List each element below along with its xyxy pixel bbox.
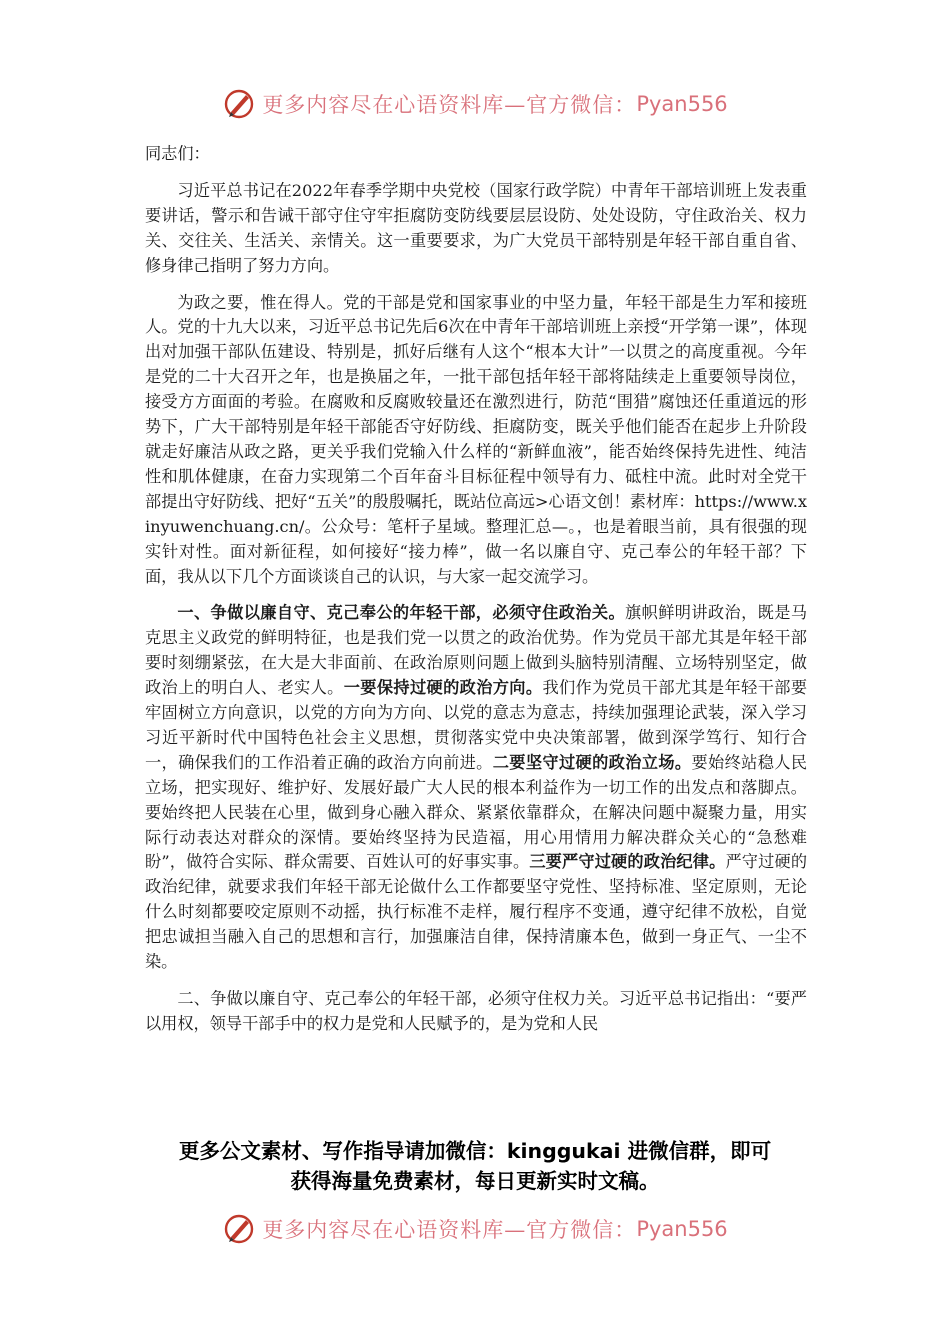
promo-line-2: 获得海量免费素材，每日更新实时文稿。: [290, 1169, 660, 1193]
point-stance: 二要坚守过硬的政治立场。: [492, 752, 692, 772]
paragraph-context: 为政之要，惟在得人。党的干部是党和国家事业的中坚力量，年轻干部是生力军和接班人。党的十九大以来，习近平总书记先后6次在中青年干部培训班上亲授“开学第一课”，体现出对加强干部队伍建设、特别是，抓好后继有人这个“根本大计”一以贯之的高度重视。今年是党的二十大召开之年，也是换届之年，一批干部包括年轻干部将陆续走上重要领导岗位，接受方方面面的考验。在腐败和反腐败较量还在激烈进行，防范“围猎”腐蚀还任重道远的形势下，广大干部特别是年轻干部能否守好防线、拒腐防变，既关乎他们能否在起步上升阶段就走好廉洁从政之路，更关乎我们党输入什么样的“新鲜血液”，能否始终保持先进性、纯洁性和肌体健康，在奋力实现第二个百年奋斗目标征程中领导有力、砥柱中流。此时对全党干部提出守好防线、把好“五关”的殷殷嘱托，既站位高远>心语文创！素材库：https://www.xinyuwenchuang.cn/。公众号：笔杆子星域。整理汇总—。，也是着眼当前，具有很强的现实针对性。面对新征程，如何接好“接力棒”，做一名以廉自守、克己奉公的年轻干部？下面，我从以下几个方面谈谈自己的认识，与大家一起交流学习。: [145, 292, 807, 586]
document-body: [145, 142, 807, 1049]
paragraph-power: 二、争做以廉自守、克己奉公的年轻干部，必须守住权力关。习近平总书记指出：“要严以用权，领导干部手中的权力是党和人民赋予的，是为党和人民: [145, 989, 807, 1033]
promo-banner: [95, 1136, 855, 1196]
footer-watermark: [0, 1209, 950, 1249]
section-heading-political: 一、争做以廉自守、克己奉公的年轻干部，必须守住政治关。: [177, 603, 626, 623]
pen-heart-logo-icon: [222, 1212, 256, 1246]
watermark-text: 更多内容尽在心语资料库—官方微信：: [262, 93, 637, 117]
header-watermark: [0, 84, 950, 124]
paragraph-intro: 习近平总书记在2022年春季学期中央党校（国家行政学院）中青年干部培训班上发表重要讲话，警示和告诫干部守住守牢拒腐防变防线要层层设防、处处设防，守住政治关、权力关、交往关、生活关、亲情关。这一重要要求，为广大党员干部特别是年轻干部自重自省、修身律己指明了努力方向。: [145, 180, 807, 275]
point-discipline: 三要严守过硬的政治纪律。: [529, 852, 726, 872]
point-direction: 一要保持过硬的政治方向。: [343, 678, 543, 698]
paragraph-political: 一、争做以廉自守、克己奉公的年轻干部，必须守住政治关。旗帜鲜明讲政治，既是马克思主义政党的鲜明特征，也是我们党一以贯之的政治优势。作为党员干部尤其是年轻干部要时刻绷紧弦，在大是大非面前、在政治原则问题上做到头脑特别清醒、立场特别坚定，做政治上的明白人、老实人。一要保持过硬的政治方向。我们作为党员干部尤其是年轻干部要牢固树立方向意识，以党的方向为方向、以党的意志为意志，持续加强理论武装，深入学习习近平新时代中国特色社会主义思想，贯彻落实党中央决策部署，做到深学笃行、知行合一，确保我们的工作沿着正确的政治方向前进。二要坚守过硬的政治立场。要始终站稳人民立场，把实现好、维护好、发展好最广大人民的根本利益作为一切工作的出发点和落脚点。要始终把人民装在心里，做到身心融入群众、紧紧依靠群众，在解决问题中凝聚力量，用实际行动表达对群众的深情。要始终坚持为民造福，用心用情用力解决群众关心的“急愁难盼”，做符合实际、群众需要、百姓认可的好事实事。三要严守过硬的政治纪律。严守过硬的政治纪律，就要求我们年轻干部无论做什么工作都要坚守党性、坚持标准、坚定原则，无论什么时刻都要咬定原则不动摇，执行标准不走样，履行程序不变通，遵守纪律不放松，自觉把忠诚担当融入自己的思想和言行，加强廉洁自律，保持清廉本色，做到一身正气、一尘不染。: [145, 603, 808, 972]
salutation: 同志们：: [145, 144, 210, 163]
watermark-contact: Pyan556: [636, 92, 728, 116]
watermark-text: 更多内容尽在心语资料库—官方微信：: [262, 1218, 637, 1242]
pen-heart-logo-icon: [222, 87, 256, 121]
watermark-contact: Pyan556: [636, 1217, 728, 1241]
promo-line-1: 更多公文素材、写作指导请加微信：kinggukai 进微信群，即可: [178, 1139, 772, 1163]
